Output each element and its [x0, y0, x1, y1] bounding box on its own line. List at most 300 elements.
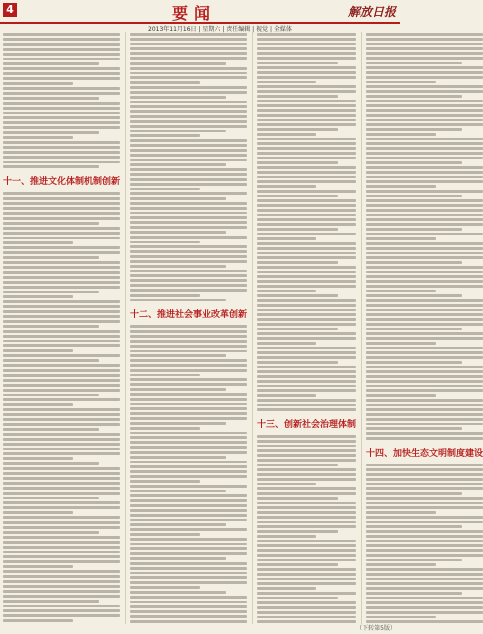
text-line: [3, 116, 120, 119]
text-line: [257, 478, 356, 481]
text-line: [366, 271, 483, 274]
text-line: [130, 226, 247, 229]
text-line: [3, 82, 73, 85]
text-line: [257, 180, 356, 183]
text-line: [257, 147, 356, 150]
text-line: [366, 66, 483, 69]
text-line: [3, 43, 120, 46]
text-line: [366, 290, 436, 293]
text-line: [130, 350, 247, 353]
text-line: [130, 393, 247, 396]
continued-note: （下转第5版）: [356, 625, 396, 632]
text-line: [130, 576, 247, 579]
text-line: [366, 549, 483, 552]
text-line: [366, 247, 483, 250]
text-line: [257, 385, 356, 388]
text-line: [366, 256, 483, 259]
text-line: [257, 521, 356, 524]
text-line: [130, 245, 247, 248]
text-line: [257, 342, 316, 345]
text-line: [257, 214, 356, 217]
text-line: [366, 85, 483, 88]
text-line: [257, 62, 338, 65]
text-line: [130, 231, 226, 234]
text-line: [366, 313, 483, 316]
text-line: [257, 119, 356, 122]
text-line: [257, 356, 356, 359]
text-line: [257, 361, 338, 364]
text-line: [3, 126, 120, 129]
text-line: [3, 619, 73, 622]
text-line: [366, 568, 483, 571]
text-line: [130, 446, 247, 449]
text-line: [257, 100, 356, 103]
text-line: [3, 408, 120, 411]
text-line: [130, 412, 247, 415]
text-line: [257, 337, 356, 340]
text-line: [257, 516, 356, 519]
text-line: [366, 366, 483, 369]
text-line: [130, 188, 200, 191]
text-line: [366, 128, 462, 131]
text-line: [257, 81, 316, 84]
text-line: [3, 354, 120, 357]
text-line: [366, 214, 483, 217]
text-line: [3, 511, 73, 514]
text-line: [3, 398, 120, 401]
text-line: [3, 295, 73, 298]
text-line: [257, 228, 338, 231]
text-line: [3, 443, 120, 446]
text-line: [257, 247, 356, 250]
text-line: [130, 480, 200, 483]
text-line: [130, 369, 247, 372]
text-line: [130, 514, 247, 517]
text-line: [257, 559, 356, 562]
text-line: [366, 370, 483, 373]
text-line: [3, 349, 73, 352]
text-line: [130, 270, 247, 273]
text-line: [3, 462, 99, 465]
text-line: [3, 146, 120, 149]
text-line: [3, 580, 120, 583]
text-line: [3, 222, 99, 225]
text-line: [257, 597, 338, 600]
text-line: [257, 408, 356, 411]
text-line: [366, 554, 483, 557]
text-line: [3, 600, 99, 603]
text-line: [257, 266, 356, 269]
text-line: [3, 305, 120, 308]
text-line: [130, 552, 247, 555]
text-line: [130, 407, 247, 410]
text-line: [130, 130, 226, 133]
text-line: [3, 384, 120, 387]
text-line: [366, 252, 483, 255]
text-column-3: [252, 32, 356, 624]
text-line: [257, 199, 356, 202]
text-line: [3, 87, 120, 90]
text-line: [257, 223, 356, 226]
text-line: [257, 290, 316, 293]
text-line: [366, 464, 483, 467]
text-line: [130, 581, 247, 584]
text-line: [130, 144, 247, 147]
text-line: [3, 394, 99, 397]
text-line: [3, 266, 120, 269]
text-line: [3, 438, 120, 441]
text-line: [366, 95, 462, 98]
text-line: [3, 359, 99, 362]
text-line: [366, 385, 483, 388]
text-line: [366, 427, 462, 430]
text-line: [3, 374, 120, 377]
text-line: [257, 511, 356, 514]
text-line: [130, 33, 247, 36]
text-line: [257, 76, 356, 79]
text-line: [366, 261, 462, 264]
text-line: [130, 299, 226, 302]
text-line: [366, 413, 483, 416]
text-line: [130, 543, 247, 546]
text-line: [257, 195, 338, 198]
text-line: [366, 218, 483, 221]
text-line: [130, 154, 247, 157]
text-line: [257, 142, 356, 145]
text-line: [130, 96, 226, 99]
text-line: [257, 506, 356, 509]
text-line: [257, 578, 356, 581]
text-line: [130, 57, 247, 60]
text-line: [257, 389, 356, 392]
text-line: [257, 492, 356, 495]
text-line: [3, 92, 120, 95]
text-line: [3, 541, 120, 544]
text-line: [366, 233, 483, 236]
text-line: [3, 112, 120, 115]
text-line: [130, 67, 247, 70]
text-line: [366, 81, 436, 84]
text-line: [130, 509, 247, 512]
text-line: [366, 332, 483, 335]
text-line: [3, 575, 120, 578]
text-line: [3, 344, 120, 347]
text-line: [257, 399, 356, 402]
text-line: [366, 516, 483, 519]
text-line: [257, 370, 356, 373]
text-line: [130, 72, 247, 75]
text-line: [130, 241, 200, 244]
text-column-4: [361, 32, 483, 624]
text-line: [3, 276, 120, 279]
text-line: [257, 380, 356, 383]
text-line: [257, 114, 356, 117]
text-line: [257, 440, 356, 443]
text-line: [257, 497, 338, 500]
text-line: [3, 477, 120, 480]
text-line: [366, 114, 483, 117]
text-line: [366, 606, 483, 609]
text-line: [3, 315, 120, 318]
text-line: [366, 328, 462, 331]
text-line: [3, 271, 120, 274]
text-line: [257, 435, 356, 438]
text-line: [3, 369, 120, 372]
text-line: [257, 275, 356, 278]
text-line: [3, 609, 120, 612]
text-line: [366, 389, 483, 392]
text-line: [257, 323, 356, 326]
text-line: [3, 121, 120, 124]
text-line: [257, 280, 356, 283]
text-line: [257, 464, 338, 467]
text-line: [257, 138, 356, 141]
text-line: [257, 218, 356, 221]
text-line: [366, 351, 483, 354]
text-line: [3, 467, 120, 470]
text-line: [366, 502, 483, 505]
text-line: [257, 404, 356, 407]
text-line: [257, 535, 316, 538]
text-line: [366, 601, 483, 604]
text-line: [366, 138, 483, 141]
text-line: [257, 366, 356, 369]
text-line: [366, 525, 462, 528]
text-line: [3, 482, 120, 485]
text-line: [257, 351, 356, 354]
text-line: [366, 356, 483, 359]
text-line: [130, 528, 247, 531]
text-line: [366, 275, 483, 278]
text-line: [366, 342, 436, 345]
text-line: [130, 294, 200, 297]
text-line: [257, 66, 356, 69]
text-line: [3, 487, 120, 490]
text-line: [3, 546, 120, 549]
text-line: [3, 227, 120, 230]
text-line: [366, 530, 483, 533]
text-line: [130, 605, 247, 608]
text-line: [130, 76, 247, 79]
text-line: [130, 274, 247, 277]
text-line: [3, 77, 120, 80]
text-line: [366, 38, 483, 41]
text-line: [3, 256, 99, 259]
text-line: [257, 157, 356, 160]
text-line: [130, 441, 247, 444]
text-line: [366, 104, 483, 107]
text-line: [366, 142, 483, 145]
text-line: [366, 337, 483, 340]
text-line: [257, 128, 338, 131]
text-line: [130, 62, 226, 65]
text-line: [366, 171, 483, 174]
text-line: [130, 173, 247, 176]
text-line: [366, 176, 483, 179]
text-line: [130, 620, 247, 623]
text-line: [366, 147, 483, 150]
text-line: [3, 141, 120, 144]
text-line: [366, 592, 462, 595]
text-line: [130, 519, 247, 522]
text-line: [257, 285, 356, 288]
page-number: 4: [3, 3, 17, 17]
text-line: [3, 340, 120, 343]
text-line: [3, 207, 120, 210]
text-line: [366, 119, 483, 122]
text-line: [366, 478, 483, 481]
text-line: [3, 165, 99, 168]
text-line: [3, 300, 120, 303]
text-line: [3, 237, 120, 240]
text-line: [366, 437, 483, 440]
text-line: [3, 33, 120, 36]
text-line: [257, 233, 356, 236]
text-line: [366, 52, 483, 55]
text-line: [3, 413, 120, 416]
text-line: [366, 43, 483, 46]
text-line: [257, 318, 356, 321]
text-line: [130, 596, 247, 599]
text-line: [130, 212, 247, 215]
text-line: [130, 572, 247, 575]
text-line: [366, 242, 483, 245]
text-line: [130, 197, 226, 200]
text-line: [3, 320, 120, 323]
text-line: [130, 125, 247, 128]
text-line: [3, 585, 120, 588]
text-line: [130, 470, 247, 473]
text-line: [130, 202, 247, 205]
text-line: [130, 610, 247, 613]
text-line: [257, 95, 338, 98]
text-line: [3, 53, 120, 56]
text-line: [257, 468, 356, 471]
text-line: [3, 526, 120, 529]
text-line: [3, 291, 99, 294]
text-line: [366, 544, 483, 547]
text-line: [366, 228, 462, 231]
text-line: [257, 616, 356, 619]
text-line: [3, 379, 120, 382]
text-line: [366, 318, 483, 321]
text-line: [257, 252, 356, 255]
text-line: [366, 582, 483, 585]
text-line: [257, 38, 356, 41]
text-line: [130, 485, 247, 488]
text-line: [130, 403, 247, 406]
text-line: [257, 606, 356, 609]
text-line: [130, 134, 200, 137]
text-line: [366, 578, 483, 581]
text-line: [257, 161, 338, 164]
text-line: [257, 563, 338, 566]
text-line: [130, 110, 247, 113]
text-line: [3, 560, 120, 563]
text-line: [366, 473, 483, 476]
text-line: [366, 587, 483, 590]
text-line: [257, 502, 356, 505]
text-line: [257, 123, 356, 126]
text-line: [130, 461, 247, 464]
text-line: [3, 457, 73, 460]
text-line: [130, 547, 247, 550]
text-line: [257, 540, 356, 543]
text-line: [257, 209, 356, 212]
text-line: [3, 330, 120, 333]
text-line: [366, 394, 436, 397]
text-line: [130, 378, 247, 381]
text-line: [130, 101, 247, 104]
text-line: [366, 483, 483, 486]
text-line: [3, 286, 120, 289]
text-line: [366, 299, 483, 302]
text-line: [257, 554, 356, 557]
text-line: [3, 151, 120, 154]
text-line: [257, 304, 356, 307]
text-line: [257, 587, 316, 590]
text-line: [3, 212, 120, 215]
text-line: [130, 183, 247, 186]
text-line: [366, 71, 483, 74]
text-line: [257, 611, 356, 614]
text-line: [366, 166, 483, 169]
masthead: [0, 0, 400, 24]
text-line: [130, 359, 247, 362]
text-line: [366, 180, 483, 183]
text-line: [257, 544, 356, 547]
text-line: [257, 601, 356, 604]
text-line: [257, 347, 356, 350]
text-line: [366, 47, 483, 50]
text-line: [130, 601, 247, 604]
text-line: [366, 266, 483, 269]
text-line: [257, 459, 356, 462]
text-line: [257, 90, 356, 93]
text-line: [257, 109, 356, 112]
text-line: [366, 209, 483, 212]
text-line: [130, 490, 226, 493]
text-line: [257, 549, 356, 552]
text-line: [3, 192, 120, 195]
text-line: [3, 161, 120, 164]
text-line: [130, 115, 247, 118]
text-line: [130, 504, 247, 507]
text-line: [257, 133, 316, 136]
text-line: [366, 123, 483, 126]
text-line: [130, 383, 247, 386]
text-line: [257, 483, 316, 486]
text-line: [257, 592, 356, 595]
text-line: [366, 161, 462, 164]
text-line: [366, 76, 483, 79]
text-line: [3, 48, 120, 51]
text-line: [366, 597, 483, 600]
text-line: [366, 57, 483, 60]
text-line: [257, 530, 338, 533]
text-line: [3, 428, 99, 431]
text-line: [257, 176, 356, 179]
text-line: [366, 152, 483, 155]
text-line: [3, 423, 120, 426]
text-line: [366, 157, 483, 160]
text-line: [3, 62, 99, 65]
text-line: [3, 197, 120, 200]
text-line: [366, 347, 483, 350]
text-line: [366, 109, 483, 112]
text-line: [130, 340, 247, 343]
text-line: [257, 256, 356, 259]
